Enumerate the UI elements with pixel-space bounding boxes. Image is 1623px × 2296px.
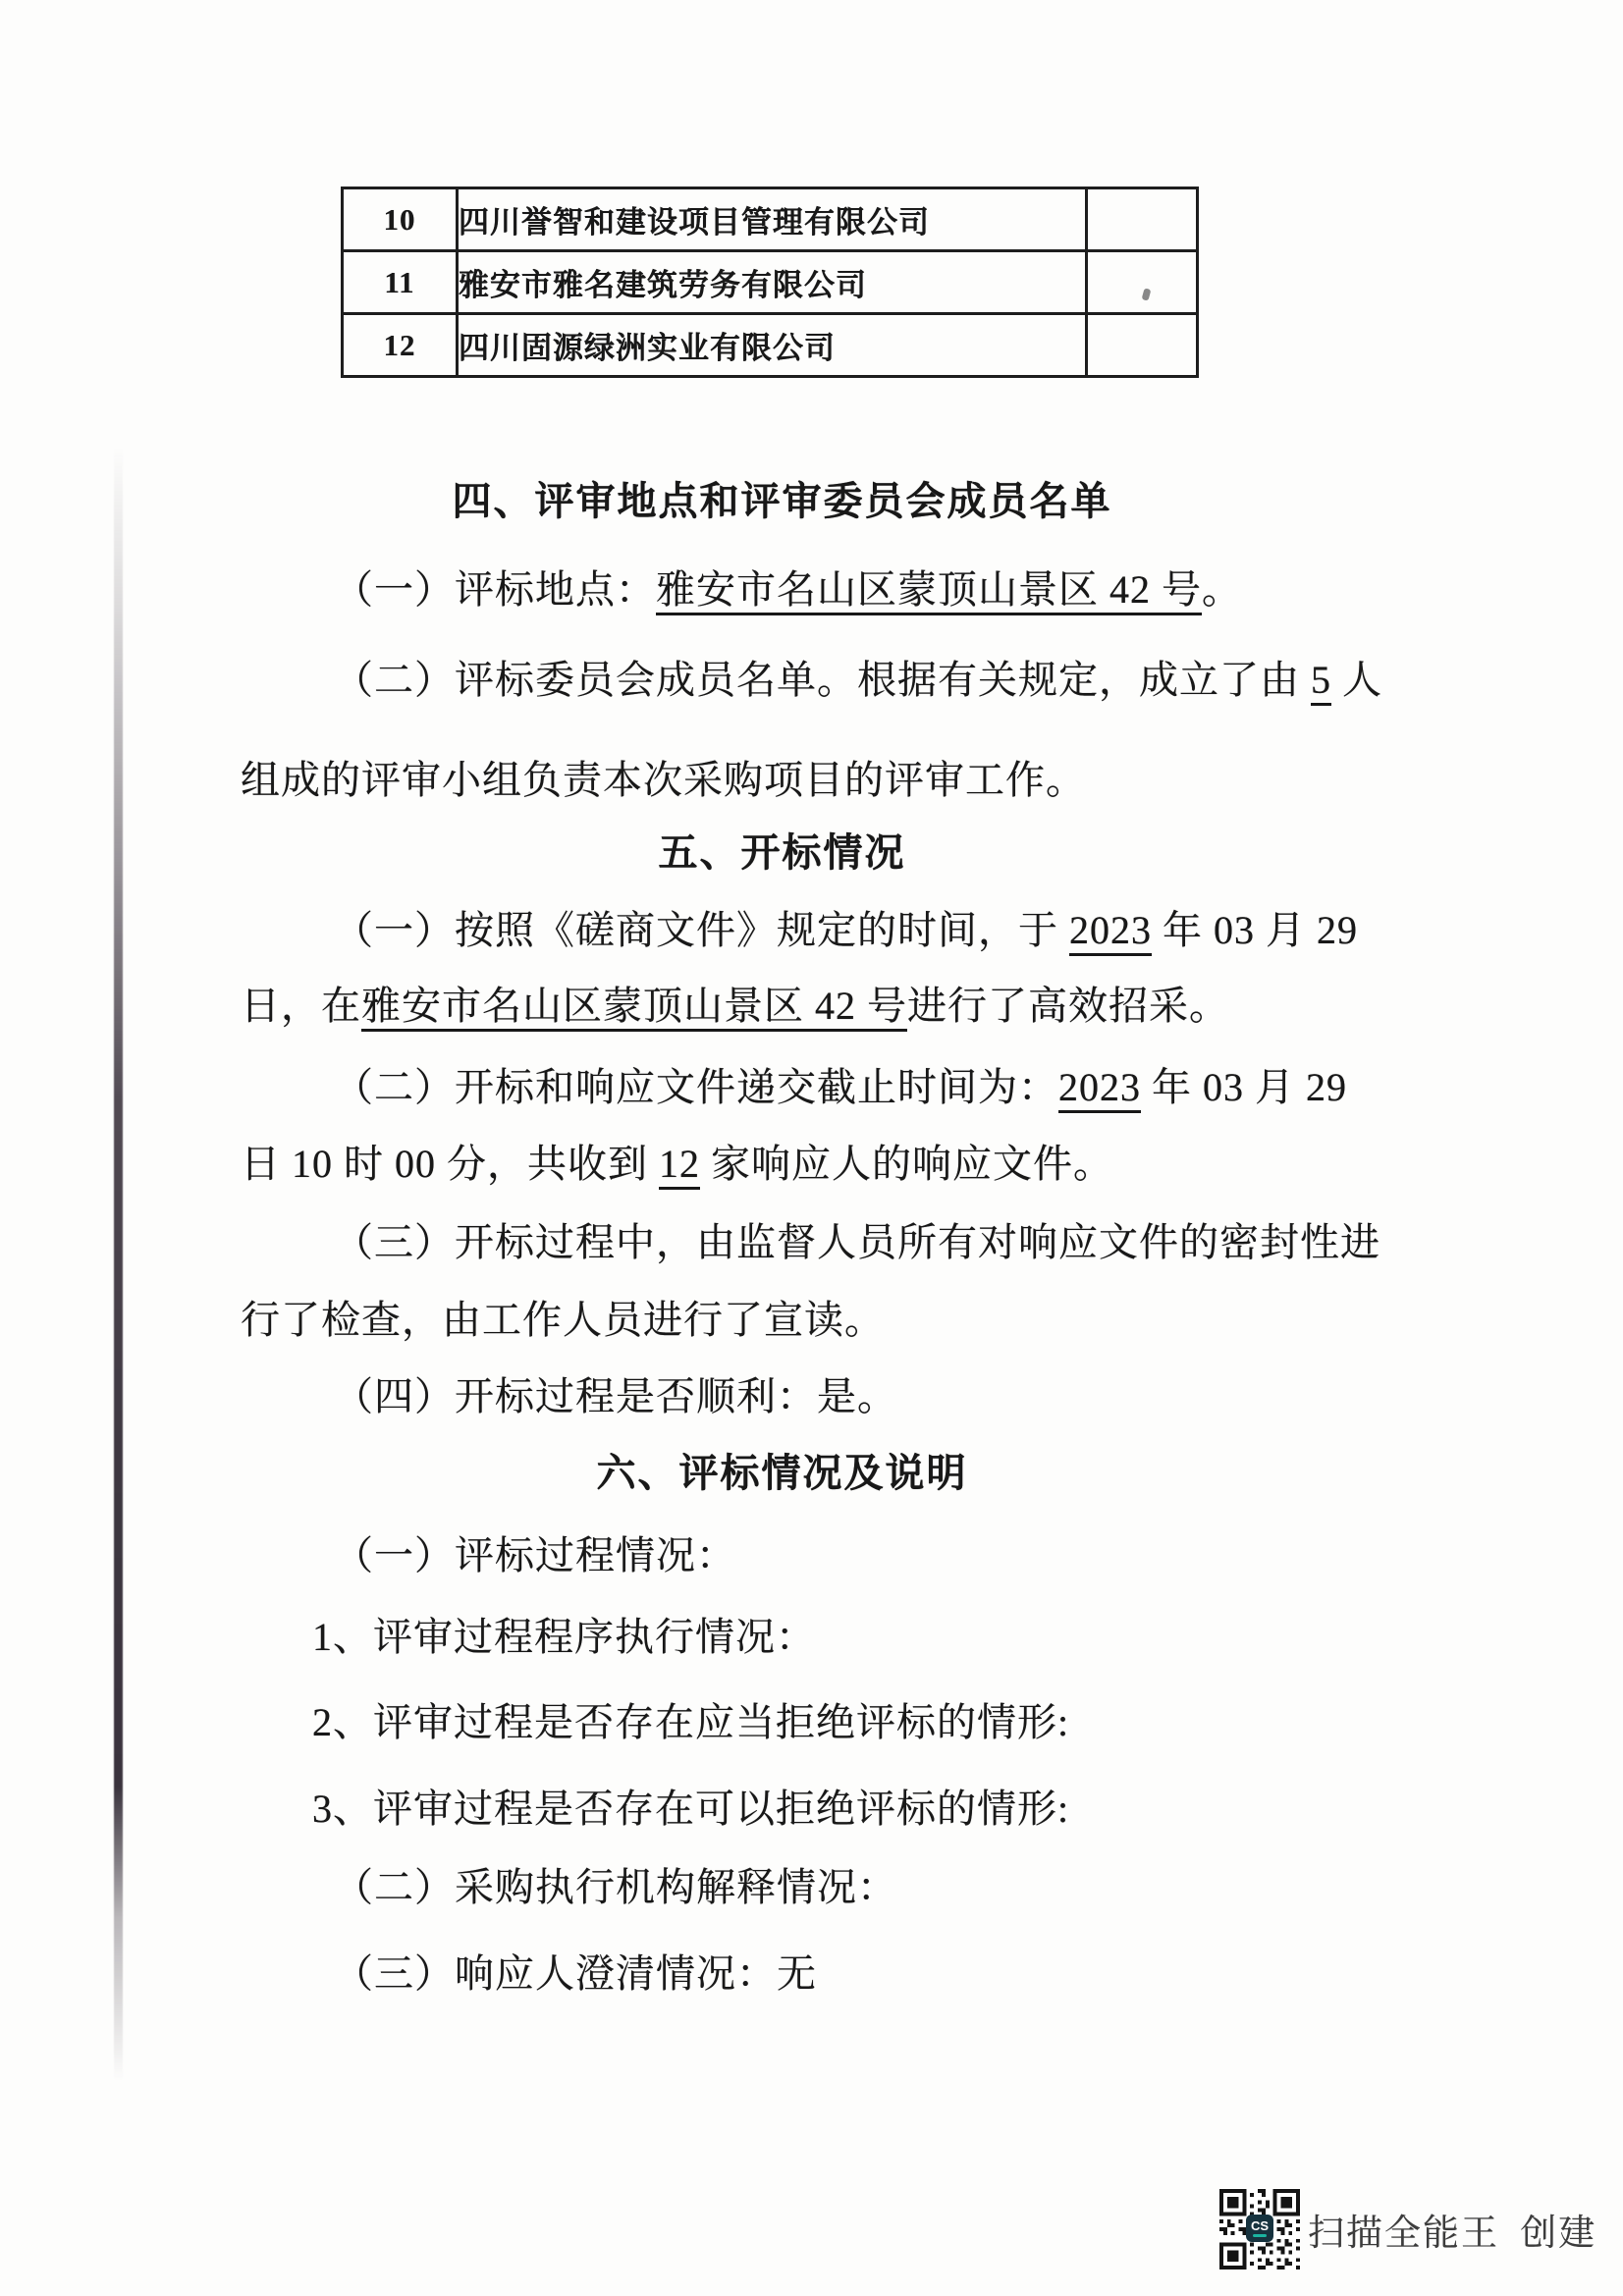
text-segment: 年 03 月 29 <box>1152 908 1358 952</box>
company-name-cell: 四川固源绿洲实业有限公司 <box>458 314 1087 377</box>
list-item-1: 1、评审过程程序执行情况： <box>312 1615 816 1659</box>
company-name-cell: 四川誉智和建设项目管理有限公司 <box>458 188 1087 251</box>
text-segment: 人 <box>1331 658 1382 702</box>
text-segment: （一）按照《磋商文件》规定的时间，于 <box>334 908 1069 952</box>
text-segment: 日，在 <box>241 984 361 1028</box>
paragraph-open-time <box>334 908 1358 953</box>
list-item-3: 3、评审过程是否存在可以拒绝评标的情形: <box>312 1787 1070 1831</box>
row-number: 10 <box>343 188 458 251</box>
empty-cell <box>1087 314 1198 377</box>
paragraph-open-time-cont <box>241 984 1229 1029</box>
list-item-2: 2、评审过程是否存在应当拒绝评标的情形: <box>312 1700 1070 1744</box>
paragraph-deadline <box>334 1065 1347 1110</box>
respondent-table <box>341 187 1199 378</box>
paragraph-deadline-cont <box>241 1142 1113 1187</box>
underlined-count: 5 <box>1311 658 1331 702</box>
text-segment: 日 10 时 00 分，共收到 <box>241 1142 659 1186</box>
table-row <box>343 314 1198 377</box>
text-segment: （二）评标委员会成员名单。根据有关规定，成立了由 <box>334 658 1311 702</box>
camscanner-logo-text: CS <box>1250 2218 1270 2233</box>
paragraph-committee-cont: 组成的评审小组负责本次采购项目的评审工作。 <box>241 758 1086 802</box>
row-number: 12 <box>343 314 458 377</box>
camscanner-logo-accent <box>1253 2234 1267 2237</box>
scanner-credit-text: 扫描全能王 创建 <box>1308 2214 1597 2254</box>
text-segment: （二）开标和响应文件递交截止时间为： <box>334 1065 1058 1109</box>
empty-cell <box>1087 251 1198 314</box>
text-segment: （一）评标地点： <box>334 567 656 612</box>
underlined-count: 12 <box>659 1142 700 1186</box>
paragraph-eval-process: （一）评标过程情况： <box>334 1533 736 1577</box>
paragraph-open-smooth: （四）开标过程是否顺利：是。 <box>334 1374 897 1418</box>
text-segment: 年 03 月 29 <box>1141 1065 1347 1109</box>
underlined-address: 雅安市名山区蒙顶山景区 42 号 <box>656 567 1202 612</box>
table-row <box>343 251 1198 314</box>
paragraph-seal-check-cont: 行了检查，由工作人员进行了宣读。 <box>241 1298 885 1342</box>
paragraph-agency-explain: （二）采购执行机构解释情况： <box>334 1865 897 1909</box>
row-number: 11 <box>343 251 458 314</box>
qr-code <box>1219 2189 1300 2269</box>
camscanner-logo <box>1246 2215 1273 2242</box>
section-4-heading: 四、评审地点和评审委员会成员名单 <box>452 480 1112 523</box>
section-5-heading: 五、开标情况 <box>658 831 906 875</box>
paragraph-eval-location <box>334 567 1242 613</box>
underlined-year: 2023 <box>1058 1065 1141 1109</box>
text-segment: 。 <box>1202 567 1242 612</box>
company-name-cell: 雅安市雅名建筑劳务有限公司 <box>458 251 1087 314</box>
underlined-address: 雅安市名山区蒙顶山景区 42 号 <box>361 984 907 1028</box>
empty-cell <box>1087 188 1198 251</box>
text-segment: 进行了高效招采。 <box>907 984 1229 1028</box>
paragraph-seal-check: （三）开标过程中，由监督人员所有对响应文件的密封性进 <box>334 1220 1380 1264</box>
paragraph-clarification: （三）响应人澄清情况：无 <box>334 1951 817 1996</box>
scan-fold-artifact <box>114 447 123 2081</box>
table-row <box>343 188 1198 251</box>
section-6-heading: 六、评标情况及说明 <box>596 1452 968 1495</box>
paragraph-committee <box>334 658 1382 703</box>
text-segment: 家响应人的响应文件。 <box>700 1142 1113 1186</box>
underlined-year: 2023 <box>1069 908 1152 952</box>
